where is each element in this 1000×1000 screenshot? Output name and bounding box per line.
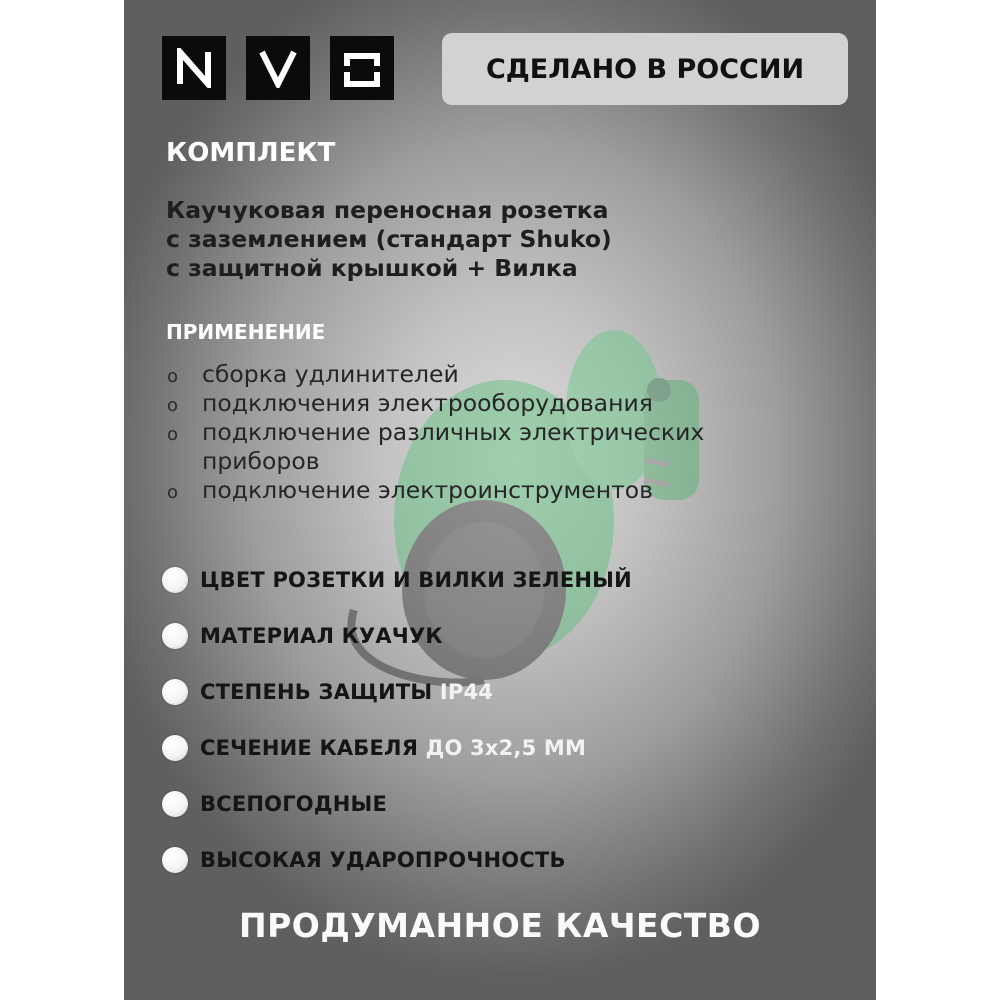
feature-impact-resistance: ВЫСОКАЯ УДАРОПРОЧНОСТЬ: [162, 845, 566, 875]
bullet-dot-icon: [162, 847, 188, 873]
bullet-dot-icon: [162, 735, 188, 761]
feature-value: IP44: [439, 680, 494, 704]
feature-label: СЕЧЕНИЕ КАБЕЛЯ: [200, 736, 419, 760]
list-item: o подключение электроинструментов: [162, 476, 822, 505]
bullet-icon: o: [167, 482, 179, 503]
kit-description-line: с заземлением (стандарт Shuko): [166, 225, 612, 253]
logo-letter-o: [330, 36, 394, 100]
logo-letter-n: [162, 36, 226, 100]
application-heading: ПРИМЕНЕНИЕ: [166, 320, 326, 344]
feature-protection: [162, 677, 493, 707]
logo-letter-v: [246, 36, 310, 100]
feature-color: ЦВЕТ РОЗЕТКИ И ВИЛКИ ЗЕЛЕНЫЙ: [162, 565, 632, 595]
bullet-dot-icon: [162, 791, 188, 817]
list-item: o подключения электрооборудования: [162, 389, 822, 418]
product-card: [124, 0, 876, 1000]
feature-all-weather: ВСЕПОГОДНЫЕ: [162, 789, 387, 819]
feature-cable-section: [162, 733, 586, 763]
application-list: [162, 360, 822, 505]
feature-label: СТЕПЕНЬ ЗАЩИТЫ: [200, 680, 433, 704]
kit-description: [166, 196, 612, 283]
brand-logo: [162, 36, 394, 100]
bullet-icon: o: [167, 424, 179, 445]
bullet-icon: o: [167, 366, 179, 387]
list-item: o подключение различных электрических приборов: [167, 418, 705, 475]
bullet-icon: o: [167, 395, 179, 416]
kit-description-line: с защитной крышкой + Вилка: [166, 254, 578, 282]
bullet-dot-icon: [162, 567, 188, 593]
footer-title: ПРОДУМАННОЕ КАЧЕСТВО: [238, 906, 762, 945]
list-item: o сборка удлинителей: [162, 360, 822, 389]
feature-value: ДО 3х2,5 ММ: [425, 736, 587, 760]
bullet-dot-icon: [162, 679, 188, 705]
feature-material: МАТЕРИАЛ КУАЧУК: [162, 621, 443, 651]
bullet-dot-icon: [162, 623, 188, 649]
made-in-russia-badge: СДЕЛАНО В РОССИИ: [442, 33, 848, 105]
kit-description-line: Каучуковая переносная розетка: [166, 196, 609, 224]
kit-heading: КОМПЛЕКТ: [166, 138, 336, 168]
